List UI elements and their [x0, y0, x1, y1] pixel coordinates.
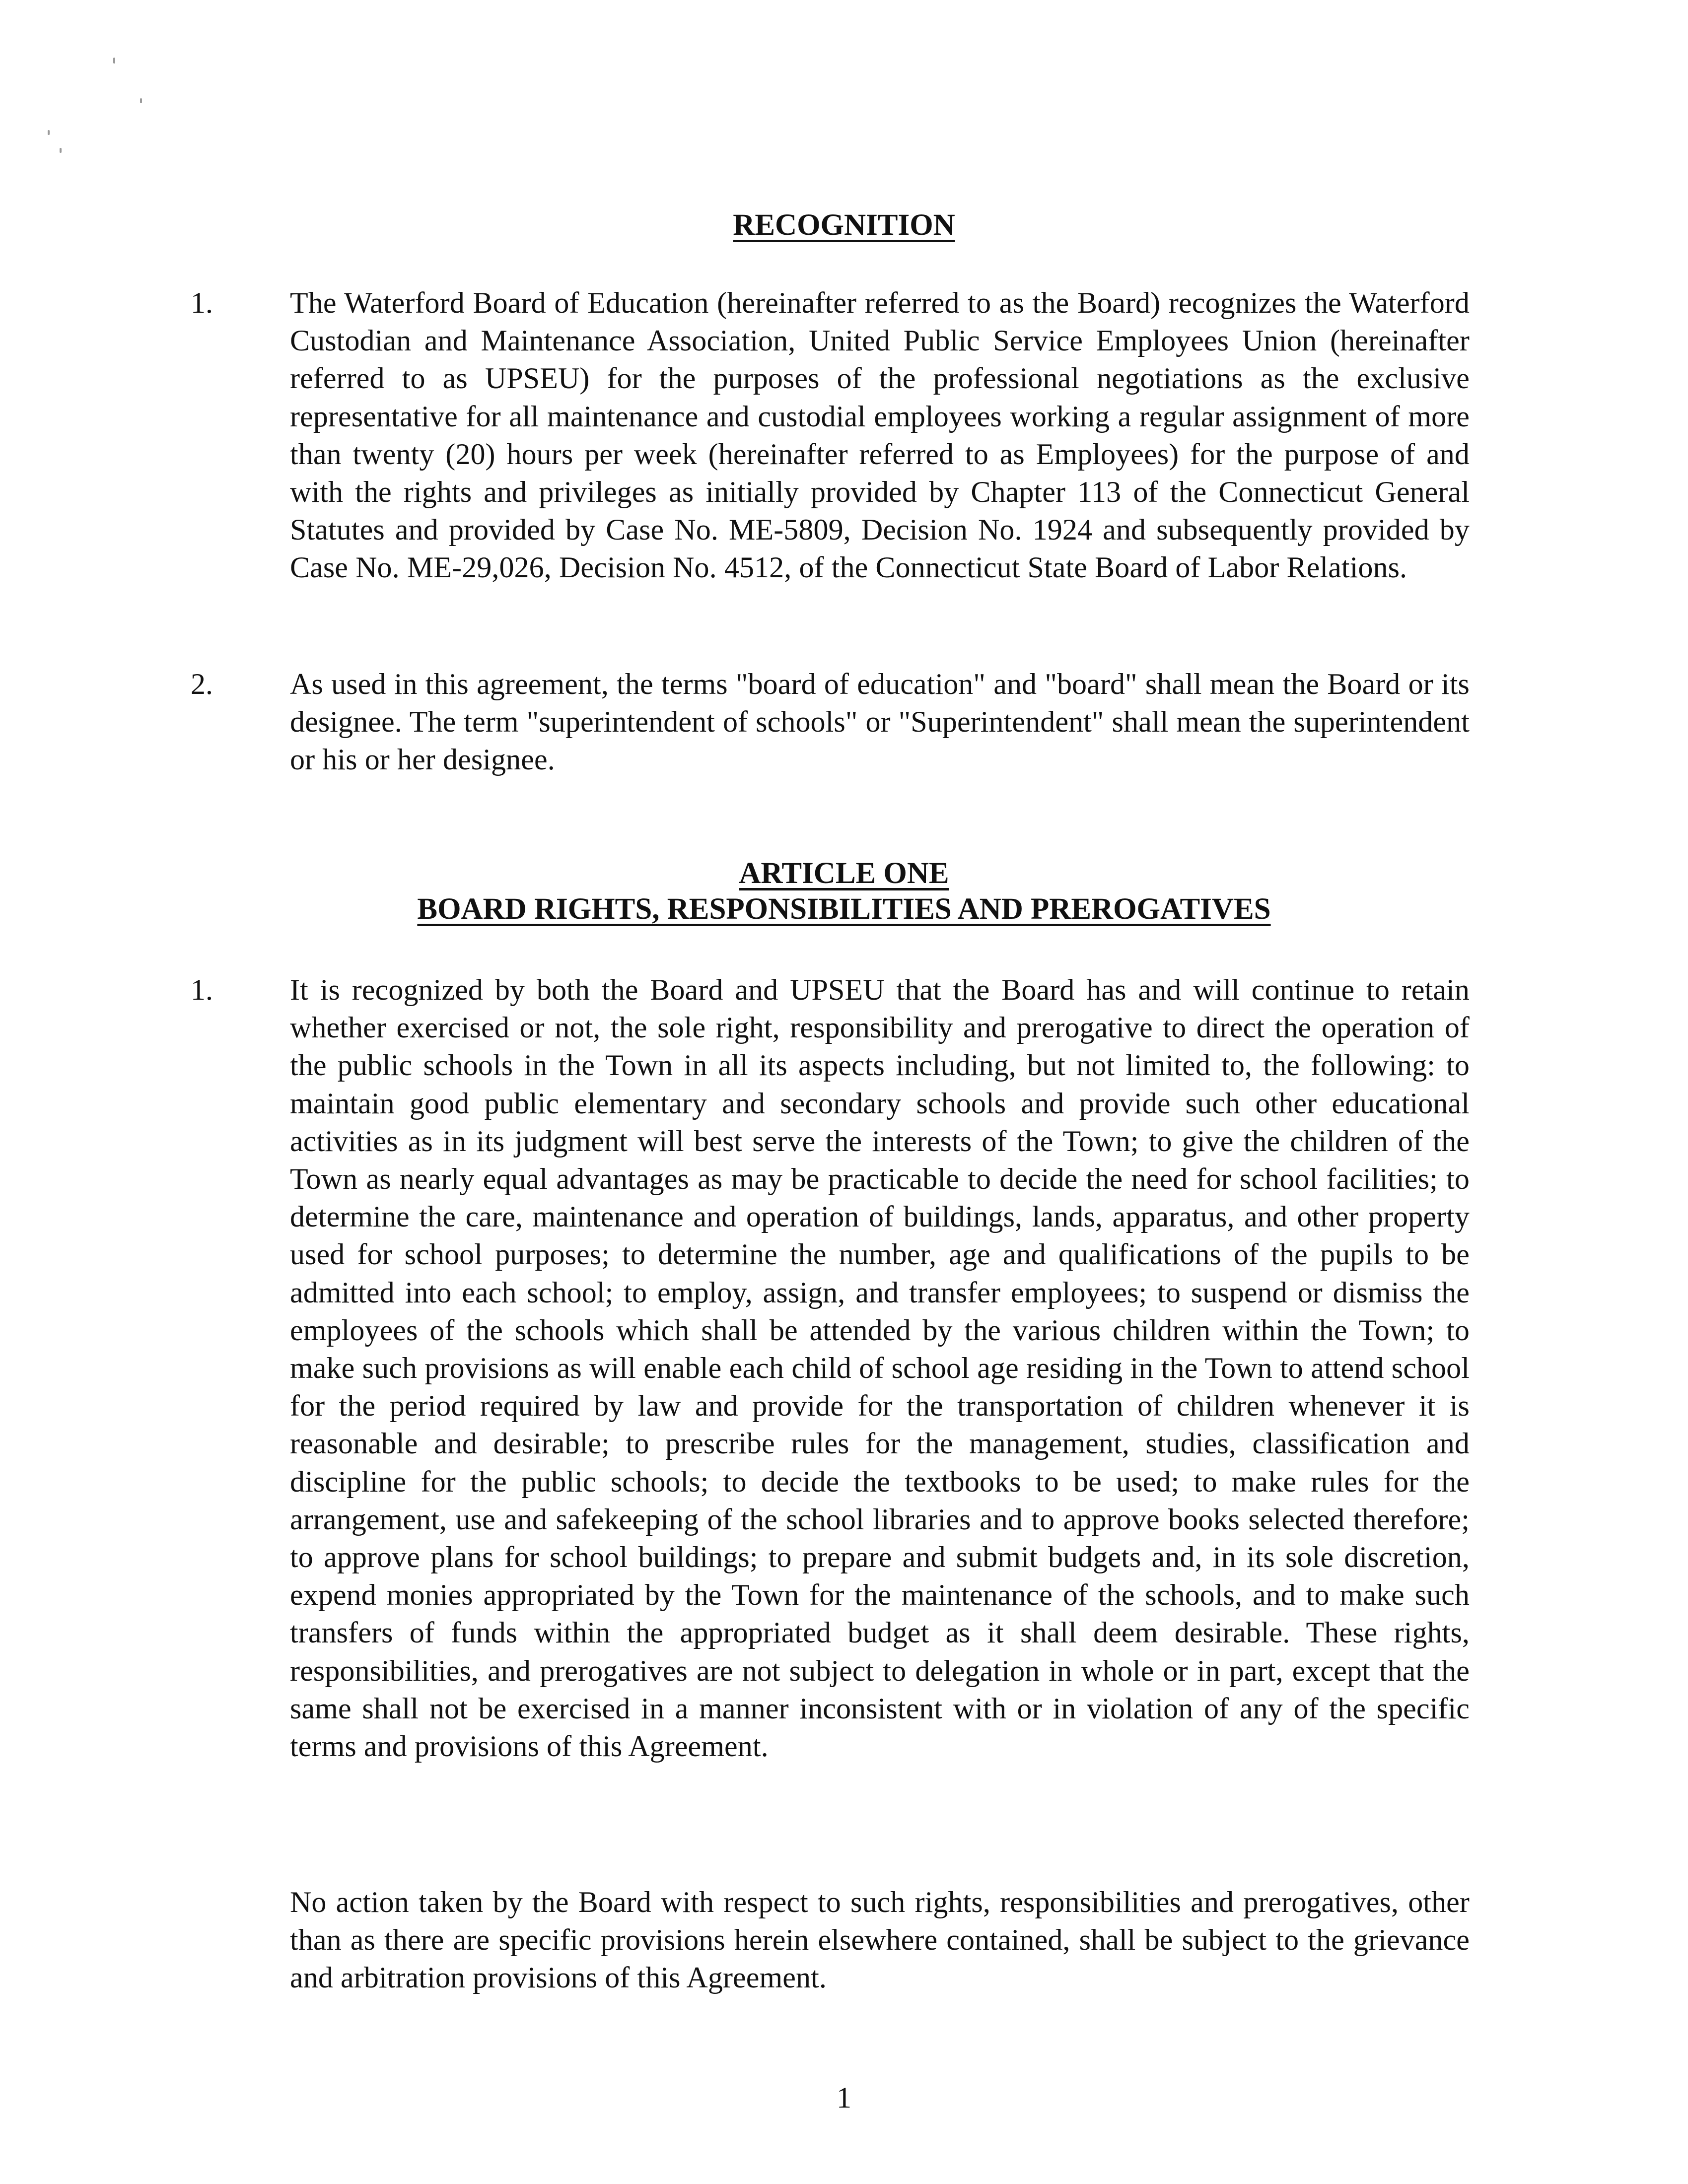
recognition-item-2-number: 2.: [191, 668, 213, 700]
article-one-subtitle: BOARD RIGHTS, RESPONSIBILITIES AND PREROGATIVES: [417, 892, 1271, 926]
article-one-item-1-number: 1.: [191, 973, 213, 1006]
scan-artifact: [113, 58, 115, 64]
scan-artifact: [48, 130, 50, 135]
recognition-heading: RECOGNITION: [733, 208, 955, 242]
page-number: 1: [837, 2081, 851, 2114]
article-one-item-1-text: It is recognized by both the Board and UPSEU that the Board has and will continue to retain whether exercised or not, the sole right, responsibility and prerogative to direct the operation of the public schools in the Town in all its aspects including, but not limited to, the following: to maintain good public elementary and secondary schools and provide such other educational activities as in its judgment will best serve the interests of the Town; to give the children of the Town as nearly equal advantages as may be practicable to decide the need for school facilities; to determine the care, maintenance and operation of buildings, lands, apparatus, and other property used for school purposes; to determine the number, age and qualifications of the pupils to be admitted into each school; to employ, assign, and transfer employees; to suspend or dismiss the employees of the schools which shall be attended by the various children within the Town; to make such provisions as will enable each child of school age residing in the Town to attend school for the period required by law and provide for the transportation of children whenever it is reasonable and desirable; to prescribe rules for the management, studies, classification and discipline for the public schools; to decide the textbooks to be used; to make rules for the arrangement, use and safekeeping of the school libraries and to approve books selected therefore; to approve plans for school buildings; to prepare and submit budgets and, in its sole discretion, expend monies appropriated by the Town for the maintenance of the schools, and to make such transfers of funds within the appropriated budget as it shall deem desirable. These rights, responsibilities, and prerogatives are not subject to delegation in whole or in part, except that the same shall not be exercised in a manner inconsistent with or in violation of any of the specific terms and provisions of this Agreement.: [290, 973, 1470, 1763]
article-one-title: ARTICLE ONE: [739, 857, 949, 890]
article-one-closing-paragraph: No action taken by the Board with respect to such rights, responsibilities and prerogatives, other than as there are specific provisions herein elsewhere contained, shall be subject to the grievance and arbitration provisions of this Agreement.: [290, 1886, 1470, 1994]
recognition-item-2-text: As used in this agreement, the terms "board of education" and "board" shall mean the Board or its designee. The term "superintendent of schools" or "Superintendent" shall mean the superintendent or his or her designee.: [290, 668, 1470, 776]
article-one-heading: [0, 856, 1688, 927]
recognition-item-1-text: The Waterford Board of Education (hereinafter referred to as the Board) recognizes the Waterford Custodian and Maintenance Association, United Public Service Employees Union (hereinafter referred to as UPSEU) for the purposes of the professional negotiations as the exclusive representative for all maintenance and custodial employees working a regular assignment of more than twenty (20) hours per week (hereinafter referred to as Employees) for the purpose of and with the rights and privileges as initially provided by Chapter 113 of the Connecticut General Statutes and provided by Case No. ME-5809, Decision No. 1924 and subsequently provided by Case No. ME-29,026, Decision No. 4512, of the Connecticut State Board of Labor Relations.: [290, 286, 1470, 584]
recognition-item-1-number: 1.: [191, 286, 213, 319]
scan-artifact: [140, 98, 142, 103]
scan-artifact: [60, 148, 62, 153]
